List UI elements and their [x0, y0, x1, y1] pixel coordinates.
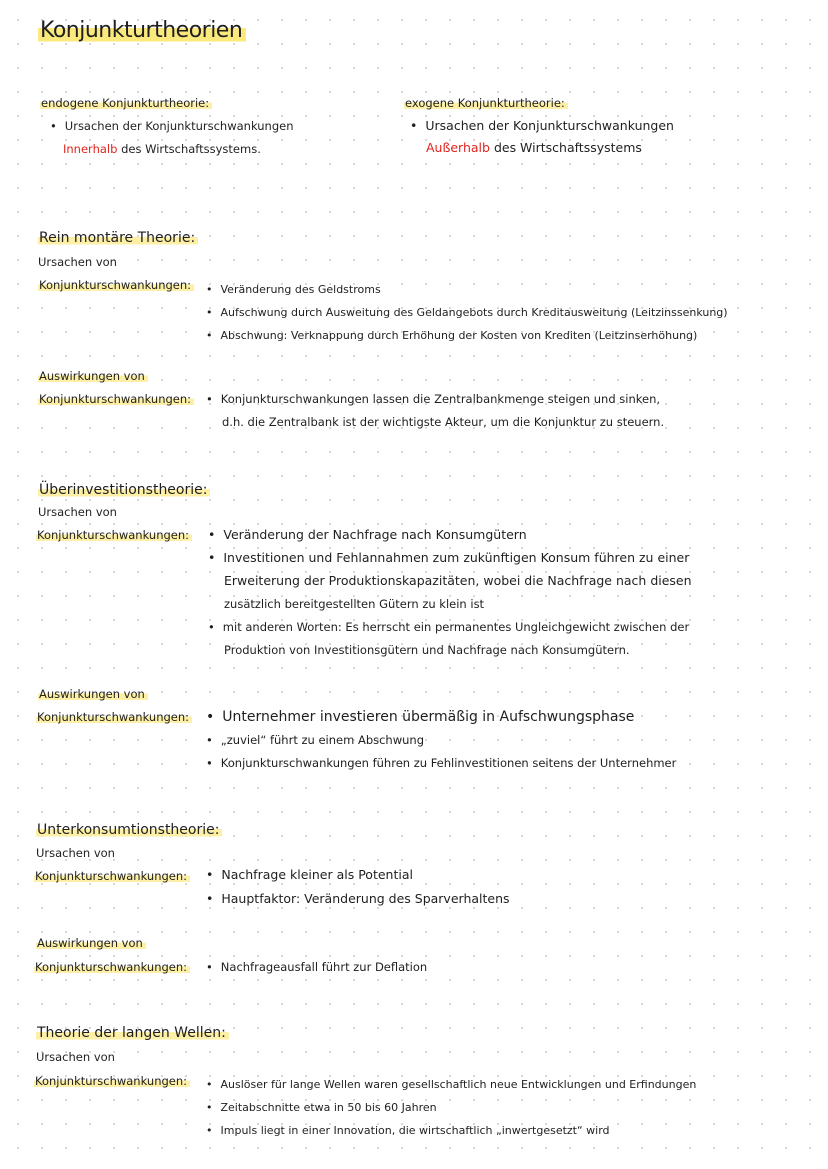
- label-konjunkturschwankungen: Konjunkturschwankungen:: [38, 278, 194, 292]
- overinvestment-cause-5: • mit anderen Worten: Es herrscht ein permanentes Ungleichgewicht zwischen der: [208, 620, 689, 634]
- underconsumption-cause-1: • Nachfrage kleiner als Potential: [206, 867, 413, 882]
- label-konjunkturschwankungen: Konjunkturschwankungen:: [34, 960, 190, 974]
- list-item: • „zuviel“ führt zu einem Abschwung: [206, 729, 676, 752]
- overinvestment-effects-list: [206, 706, 676, 775]
- exogen-line-2: Außerhalb des Wirtschaftssystems: [426, 140, 642, 155]
- overinvestment-cause-4: zusätzlich bereitgestellten Gütern zu klein ist: [224, 597, 485, 611]
- endogen-line-1: • Ursachen der Konjunkturschwankungen: [50, 119, 294, 133]
- label-konjunkturschwankungen: Konjunkturschwankungen:: [38, 392, 194, 406]
- label-ursachen: Ursachen von: [36, 1050, 115, 1064]
- page-title-text: Konjunkturtheorien: [38, 18, 246, 43]
- exogen-line-1: • Ursachen der Konjunkturschwankungen: [410, 118, 674, 133]
- label-ursachen: Ursachen von: [38, 505, 117, 519]
- label-ursachen: Ursachen von: [36, 846, 115, 860]
- section-title-overinvestment: Überinvestitionstheorie:: [38, 482, 210, 498]
- section-title-underconsumption: Unterkonsumtionstheorie:: [36, 822, 222, 838]
- label-konjunkturschwankungen: Konjunkturschwankungen:: [34, 1074, 190, 1088]
- page-title: [38, 18, 246, 43]
- monetary-effect-line-1: • Konjunkturschwankungen lassen die Zentralbankmenge steigen und sinken,: [206, 392, 660, 406]
- monetary-causes-list: [206, 278, 728, 347]
- label-ursachen: Ursachen von: [38, 255, 117, 269]
- list-item: • Abschwung: Verknappung durch Erhöhung der Kosten von Krediten (Leitzinserhöhung): [206, 324, 728, 347]
- underconsumption-effect-1: • Nachfrageausfall führt zur Deflation: [206, 960, 427, 974]
- exogen-emphasis: Außerhalb: [426, 140, 490, 155]
- list-item: • Aufschwung durch Ausweitung des Geldangebots durch Kreditausweitung (Leitzinssenkung): [206, 301, 728, 324]
- overinvestment-cause-1: • Veränderung der Nachfrage nach Konsumgütern: [208, 527, 527, 542]
- label-auswirkungen: Auswirkungen von: [36, 936, 146, 950]
- exogen-heading: exogene Konjunkturtheorie:: [404, 96, 568, 110]
- overinvestment-cause-6: Produktion von Investitionsgütern und Nachfrage nach Konsumgütern.: [224, 643, 630, 657]
- overinvestment-cause-2: • Investitionen und Fehlannahmen zum zukünftigen Konsum führen zu einer: [208, 550, 689, 565]
- list-item: • Unternehmer investieren übermäßig in Aufschwungsphase: [206, 706, 676, 729]
- overinvestment-cause-3: Erweiterung der Produktionskapazitäten, wobei die Nachfrage nach diesen: [224, 573, 692, 588]
- list-item: • Veränderung des Geldstroms: [206, 278, 728, 301]
- section-title-monetary: Rein montäre Theorie:: [38, 230, 198, 246]
- endogen-emphasis: Innerhalb: [63, 142, 118, 156]
- label-auswirkungen: Auswirkungen von: [38, 687, 148, 701]
- label-konjunkturschwankungen: Konjunkturschwankungen:: [36, 528, 192, 542]
- endogen-heading: endogene Konjunkturtheorie:: [40, 96, 212, 110]
- list-item: • Zeitabschnitte etwa in 50 bis 60 Jahren: [206, 1096, 696, 1119]
- section-title-long-waves: Theorie der langen Wellen:: [36, 1025, 229, 1041]
- label-konjunkturschwankungen: Konjunkturschwankungen:: [34, 869, 190, 883]
- label-konjunkturschwankungen: Konjunkturschwankungen:: [36, 710, 192, 724]
- endogen-line-2: Innerhalb des Wirtschaftssystems.: [63, 142, 261, 156]
- underconsumption-cause-2: • Hauptfaktor: Veränderung des Sparverhaltens: [206, 891, 510, 906]
- list-item: • Auslöser für lange Wellen waren gesellschaftlich neue Entwicklungen und Erfindungen: [206, 1073, 696, 1096]
- list-item: • Konjunkturschwankungen führen zu Fehlinvestitionen seitens der Unternehmer: [206, 752, 676, 775]
- long-waves-causes-list: [206, 1073, 696, 1142]
- list-item: • Impuls liegt in einer Innovation, die wirtschaftlich „inwertgesetzt“ wird: [206, 1119, 696, 1142]
- label-auswirkungen: Auswirkungen von: [38, 369, 148, 383]
- monetary-effect-line-2: d.h. die Zentralbank ist der wichtigste Akteur, um die Konjunktur zu steuern.: [222, 415, 665, 429]
